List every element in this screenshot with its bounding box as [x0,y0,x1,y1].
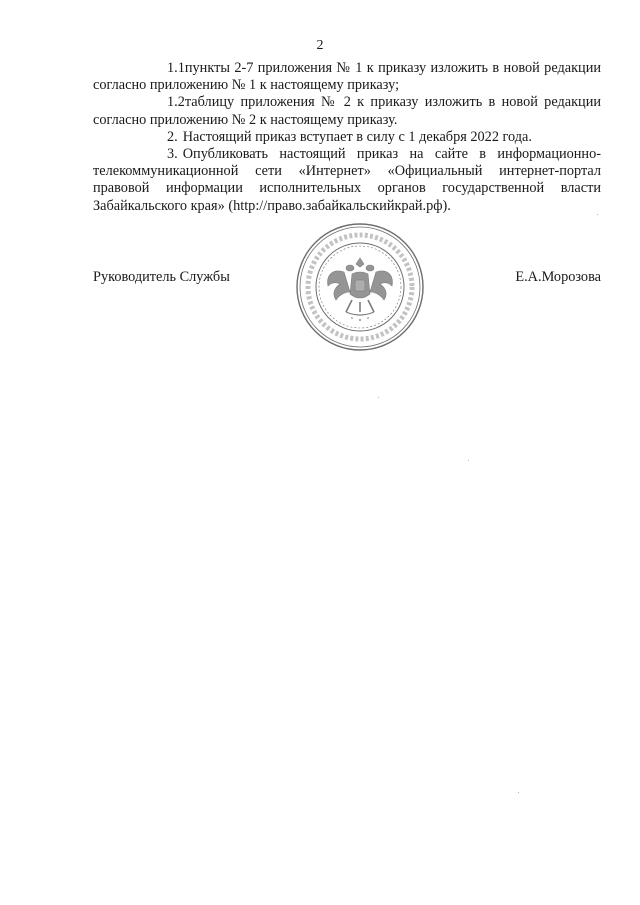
paragraph-number: 3. [167,146,178,163]
signature-block [93,268,601,288]
page-number: 2 [316,38,324,53]
paragraph-number: 1.2 [167,94,185,111]
signatory-name: Е.А.Морозова [515,269,601,285]
paragraph-1-2 [93,94,601,128]
paragraph-text: пункты 2-7 приложения № 1 к приказу изложить в новой редакции согласно приложению № 1 к настоящему приказу; [93,60,601,94]
scan-speck [468,460,469,461]
paragraph-number: 2. [167,128,178,145]
scan-speck [597,214,598,215]
paragraph-text: Опубликовать настоящий приказ на сайте в информационно-телекоммуникационной сети «Интернет» «Официальный интернет-портал правовой информации исполнительных органов государственной власти Забайкальского края» (http://право.забайкальскийкрай.рф). [93,146,601,214]
document-body [93,60,601,215]
paragraph-number: 1.1 [167,60,185,76]
paragraph-text: таблицу приложения № 2 к приказу изложить в новой редакции согласно приложению № 2 к настоящему приказу. [93,94,601,128]
paragraph-1-1 [93,60,601,94]
paragraph-text: Настоящий приказ вступает в силу с 1 декабря 2022 года. [182,128,532,145]
paragraph-3 [93,146,601,215]
scan-speck [378,397,379,398]
scan-speck [518,792,519,793]
signatory-position: Руководитель Службы [93,269,230,285]
paragraph-2 [93,129,601,146]
